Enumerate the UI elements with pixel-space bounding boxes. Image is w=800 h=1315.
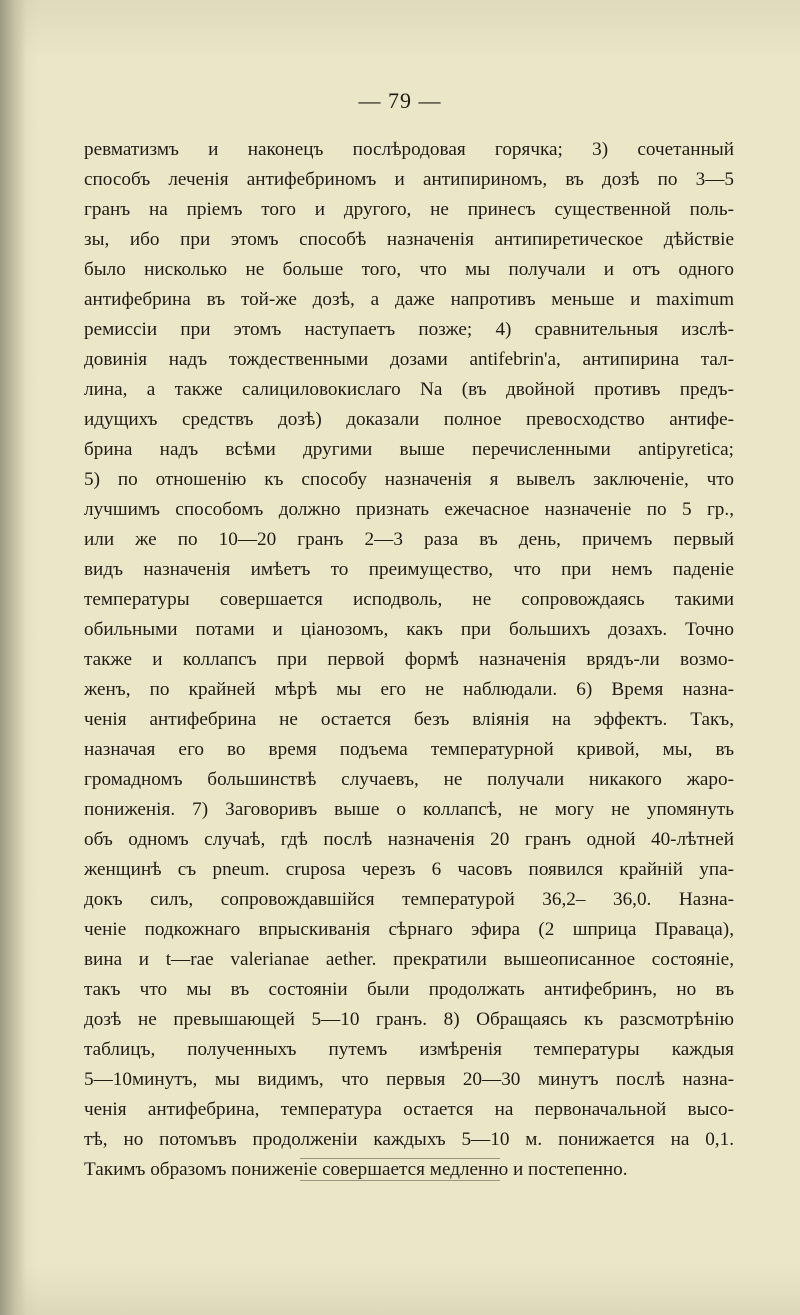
text-line: женъ, по крайней мѣрѣ мы его не наблюдали. 6) Время назна-: [84, 679, 734, 700]
text-line: докъ силъ, сопровождавшійся температурой 36,2– 36,0. Назна-: [84, 889, 734, 910]
page-number: — 79 —: [358, 88, 442, 113]
text-line: ченія антифебрина не остается безъ вліянія на эффектъ. Такъ,: [84, 709, 734, 730]
text-line: было нисколько не больше того, что мы получали и отъ одного: [84, 259, 734, 280]
text-line: антифебрина въ той-же дозѣ, а даже напротивъ меньше и maximum: [84, 289, 734, 310]
text-line: женщинѣ съ pneum. cruposa черезъ 6 часовъ появился крайній упа-: [84, 859, 734, 880]
text-line: дозѣ не превышающей 5—10 гранъ. 8) Обращаясь къ разсмотрѣнію: [84, 1009, 734, 1030]
text-line: ремиссіи при этомъ наступаетъ позже; 4) сравнительныя изслѣ-: [84, 319, 734, 340]
text-line: или же по 10—20 гранъ 2—3 раза въ день, причемъ первый: [84, 529, 734, 550]
text-line: ченія антифебрина, температура остается на первоначальной высо-: [84, 1099, 734, 1120]
bottom-rule: [300, 1180, 500, 1181]
text-line: гранъ на пріемъ того и другого, не принесъ существенной поль-: [84, 199, 734, 220]
text-line: ченіе подкожнаго впрыскиванія сѣрнаго эфира (2 шприца Праваца),: [84, 919, 734, 940]
text-line: громадномъ большинствѣ случаевъ, не получали никакого жаро-: [84, 769, 734, 790]
text-line: идущихъ средствъ дозѣ) доказали полное превосходство антифе-: [84, 409, 734, 430]
bottom-rule: [300, 1158, 500, 1159]
text-line: такъ что мы въ состояніи были продолжать антифебринъ, но въ: [84, 979, 734, 1000]
text-line: брина надъ всѣми другими выше перечисленными antipyretica;: [84, 439, 734, 460]
text-line: 5—10минутъ, мы видимъ, что первыя 20—30 минутъ послѣ назна-: [84, 1069, 734, 1090]
text-line: пониженія. 7) Заговоривъ выше о коллапсѣ, не могу не упомянуть: [84, 799, 734, 820]
text-line: Такимъ образомъ пониженіе совершается медленно и постепенно.: [84, 1159, 628, 1180]
text-line: способъ леченія антифебриномъ и антипириномъ, въ дозѣ по 3—5: [84, 169, 734, 190]
page-binding-shadow: [0, 0, 26, 1315]
body-text: [84, 135, 734, 1185]
text-line: также и коллапсъ при первой формѣ назначенія врядъ-ли возмо-: [84, 649, 734, 670]
text-line: обильными потами и ціанозомъ, какъ при большихъ дозахъ. Точно: [84, 619, 734, 640]
text-line: объ одномъ случаѣ, гдѣ послѣ назначенія 20 гранъ одной 40-лѣтней: [84, 829, 734, 850]
text-line: ревматизмъ и наконецъ послѣродовая горячка; 3) сочетанный: [84, 139, 734, 160]
text-line: назначая его во время подъема температурной кривой, мы, въ: [84, 739, 734, 760]
text-line: вина и t—rae valerianae aether. прекратили вышеописанное состояніе,: [84, 949, 734, 970]
text-line: тѣ, но потомъвъ продолженіи каждыхъ 5—10 м. понижается на 0,1.: [84, 1129, 734, 1150]
text-line: лина, а также салициловокислаго Na (въ двойной противъ предъ-: [84, 379, 734, 400]
text-line: зы, ибо при этомъ способѣ назначенія антипиретическое дѣйствіе: [84, 229, 734, 250]
text-line: видъ назначенія имѣетъ то преимущество, что при немъ паденіе: [84, 559, 734, 580]
text-line: таблицъ, полученныхъ путемъ измѣренія температуры каждыя: [84, 1039, 734, 1060]
text-line: температуры совершается исподволь, не сопровождаясь такими: [84, 589, 734, 610]
text-line: довинія надъ тождественными дозами antifebrin'а, антипирина тал-: [84, 349, 734, 370]
text-line: 5) по отношенію къ способу назначенія я вывелъ заключеніе, что: [84, 469, 734, 490]
text-line: лучшимъ способомъ должно признать ежечасное назначеніе по 5 гр.,: [84, 499, 734, 520]
